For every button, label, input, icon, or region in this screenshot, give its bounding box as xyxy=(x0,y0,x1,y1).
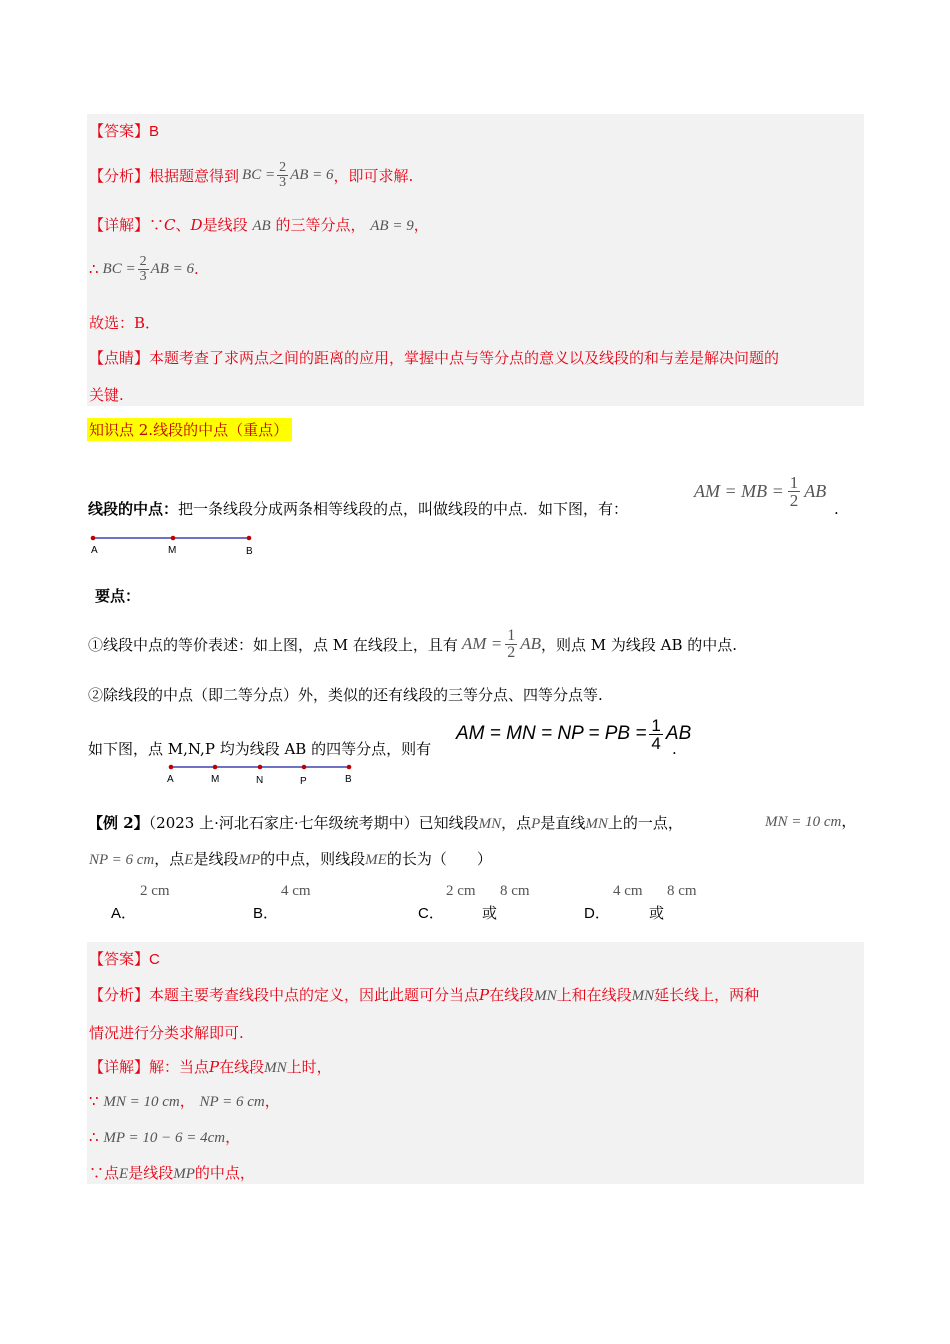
seg1-label-a: A xyxy=(91,545,98,556)
point-a xyxy=(91,536,96,541)
section-title: 知识点 2.线段的中点（重点） xyxy=(87,418,292,441)
answer-line-2: 【答案】C xyxy=(89,950,160,968)
key-points-label: 要点： xyxy=(95,587,141,605)
because-line-2: ∵点E是线段MP的中点， xyxy=(89,1164,255,1182)
example-line-1: 【例 2】（2023 上·河北石家庄·七年级统考期中）已知线段MN，点P是直线MN上的一点， xyxy=(88,814,683,832)
comment-line-1: 【点睛】本题考查了求两点之间的距离的应用，掌握中点与等分点的意义以及线段的和与差是解决问题的 xyxy=(89,349,780,367)
option-c-value: 2 cm xyxy=(446,883,476,899)
example-mn10: MN = 10 cm， xyxy=(765,812,857,830)
choose-line: 故选：B． xyxy=(89,314,161,332)
because-line-1: ∵ MN = 10 cm， NP = 6 cm， xyxy=(89,1092,280,1110)
option-b-value: 4 cm xyxy=(281,883,311,899)
point-m xyxy=(171,536,176,541)
analysis-line: 【分析】 根据题意得到 BC = $\frac{2}{3}$ AB = 6 ，即可求解. xyxy=(89,159,414,190)
seg2-label-n: N xyxy=(256,775,264,786)
option-b[interactable]: B． xyxy=(253,905,279,922)
point-p-2 xyxy=(302,765,307,770)
point-3-expr: AM = MN = NP = PB = $\frac{1}{4}$ AB xyxy=(456,715,692,753)
answer-line: 【答案】B xyxy=(89,122,160,140)
point-b xyxy=(247,536,252,541)
option-d-or: 或 xyxy=(649,904,665,922)
therefore-line-2: ∴ MP = 10 − 6 = 4cm， xyxy=(89,1128,241,1146)
seg2-label-p: P xyxy=(300,776,307,787)
option-a-value: 2 cm xyxy=(140,883,170,899)
point-1-line: ①线段中点的等价表述：如上图，点 M 在线段上，且有 AM = $\frac{1}{2}$ AB ，则点 M 为线段 AB 的中点. xyxy=(88,626,738,661)
seg2-label-a: A xyxy=(167,774,174,785)
comment-line-2: 关键. xyxy=(89,386,124,404)
option-d[interactable]: D． xyxy=(584,905,610,922)
point-3-line: 如下图，点 M,N,P 均为线段 AB 的四等分点，则有 xyxy=(88,740,432,758)
point-m-2 xyxy=(213,765,218,770)
analysis-line-2b: 情况进行分类求解即可. xyxy=(89,1024,244,1042)
segment-diagram-amnpb xyxy=(165,762,365,782)
option-d-value: 4 cm xyxy=(613,883,643,899)
point-b-2 xyxy=(347,765,352,770)
detail-line-2: 【详解】解：当点P在线段MN上时， xyxy=(89,1058,332,1076)
definition-line: 线段的中点：把一条线段分成两条相等线段的点，叫做线段的中点．如下图，有： xyxy=(88,500,629,518)
point-3-dot: . xyxy=(672,740,677,758)
seg2-label-b: B xyxy=(345,774,352,785)
seg2-label-m: M xyxy=(211,774,220,785)
point-a-2 xyxy=(169,765,174,770)
option-a[interactable]: A． xyxy=(111,905,137,922)
example-line-2: NP = 6 cm，点E是线段MP的中点，则线段ME的长为（ ） xyxy=(89,850,492,868)
option-c-or: 或 xyxy=(482,904,498,922)
option-c[interactable]: C． xyxy=(418,905,444,922)
therefore-line: ∴ BC = $\frac{2}{3}$ AB = 6 . xyxy=(89,253,199,284)
option-d-value2: 8 cm xyxy=(667,883,697,899)
point-2-line: ②除线段的中点（即二等分点）外，类似的还有线段的三等分点、四等分点等. xyxy=(88,686,603,704)
seg1-label-m: M xyxy=(168,545,177,556)
seg1-label-b: B xyxy=(246,546,253,557)
detail-line: 【详解】∵C、D是线段 AB 的三等分点， AB = 9， xyxy=(89,216,429,234)
definition-dot: . xyxy=(834,500,839,518)
point-n-2 xyxy=(258,765,263,770)
analysis-line-2: 【分析】本题主要考查线段中点的定义，因此此题可分当点P在线段MN上和在线段MN延长线上，两种 xyxy=(89,986,760,1004)
definition-expr: AM = MB = $\frac{1}{2}$ AB xyxy=(694,472,827,510)
option-c-value2: 8 cm xyxy=(500,883,530,899)
